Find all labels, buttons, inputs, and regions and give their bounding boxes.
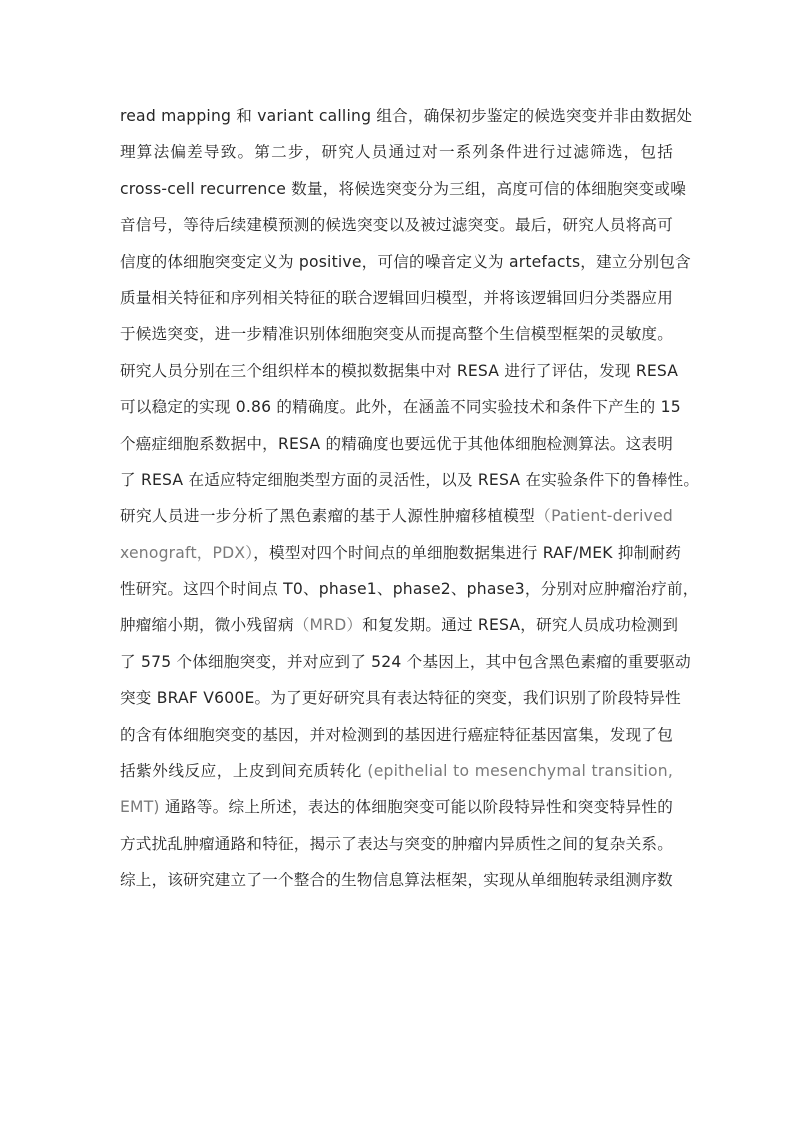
text-line: 信度的体细胞突变定义为 positive，可信的噪音定义为 artefacts，建立分别包含 xyxy=(120,252,691,271)
text-line: 研究人员分别在三个组织样本的模拟数据集中对 RESA 进行了评估，发现 RESA xyxy=(120,361,679,380)
text-segment-muted: EMT) xyxy=(120,798,160,817)
text-segment: 括紫外线反应，上皮到间充质转化 xyxy=(120,762,368,781)
text-segment: 研究人员进一步分析了黑色素瘤的基于人源性肿瘤移植模型 xyxy=(120,507,536,526)
text-line: 可以稳定的实现 0.86 的精确度。此外，在涵盖不同实验技术和条件下产生的 15 xyxy=(120,398,681,417)
text-segment-muted: （MRD） xyxy=(293,616,363,635)
text-line: 方式扰乱肿瘤通路和特征，揭示了表达与突变的肿瘤内异质性之间的复杂关系。 xyxy=(120,834,673,853)
text-segment: 和复发期。通过 RESA，研究人员成功检测到 xyxy=(362,616,679,635)
text-segment: 肿瘤缩小期，微小残留病 xyxy=(120,616,294,635)
text-segment: ，模型对四个时间点的单细胞数据集进行 RAF/MEK 抑制耐药 xyxy=(253,543,682,562)
text-segment-muted: xenograft，PDX） xyxy=(120,543,254,562)
text-line: 突变 BRAF V600E。为了更好研究具有表达特征的突变，我们识别了阶段特异性 xyxy=(120,689,681,708)
text-line: 音信号，等待后续建模预测的候选突变以及被过滤突变。最后，研究人员将高可 xyxy=(120,216,673,235)
text-line xyxy=(120,607,679,643)
text-segment: 通路等。综上所述，表达的体细胞突变可能以阶段特异性和突变特异性的 xyxy=(159,798,673,817)
text-segment-muted: (epithelial to mesenchymal transition, xyxy=(367,762,673,781)
text-line: read mapping 和 variant calling 组合，确保初步鉴定的候选突变并非由数据处 xyxy=(120,107,693,125)
text-line: 理算法偏差导致。第二步，研究人员通过对一系列条件进行过滤筛选，包括 xyxy=(120,143,673,162)
text-line xyxy=(120,535,682,571)
text-line: 了 575 个体细胞突变，并对应到了 524 个基因上，其中包含黑色素瘤的重要驱动 xyxy=(120,652,691,671)
body-text xyxy=(120,98,700,899)
text-line: 个癌症细胞系数据中，RESA 的精确度也要远优于其他体细胞检测算法。这表明 xyxy=(120,434,673,453)
text-line: 性研究。这四个时间点 T0、phase1、phase2、phase3，分别对应肿瘤治疗前， xyxy=(120,580,699,599)
text-line: 质量相关特征和序列相关特征的联合逻辑回归模型，并将该逻辑回归分类器应用 xyxy=(120,288,673,307)
text-line: 了 RESA 在适应特定细胞类型方面的灵活性，以及 RESA 在实验条件下的鲁棒性。 xyxy=(120,470,700,489)
text-line xyxy=(120,753,673,789)
text-line: 的含有体细胞突变的基因，并对检测到的基因进行癌症特征基因富集，发现了包 xyxy=(120,725,673,744)
text-line xyxy=(120,789,673,825)
text-segment-muted: （Patient-derived xyxy=(535,507,673,526)
text-line: cross-cell recurrence 数量，将候选突变分为三组，高度可信的体细胞突变或噪 xyxy=(120,179,687,198)
text-line: 综上，该研究建立了一个整合的生物信息算法框架，实现从单细胞转录组测序数 xyxy=(120,871,673,890)
text-line: 于候选突变，进一步精准识别体细胞突变从而提高整个生信模型框架的灵敏度。 xyxy=(120,325,673,344)
text-line xyxy=(120,498,673,534)
